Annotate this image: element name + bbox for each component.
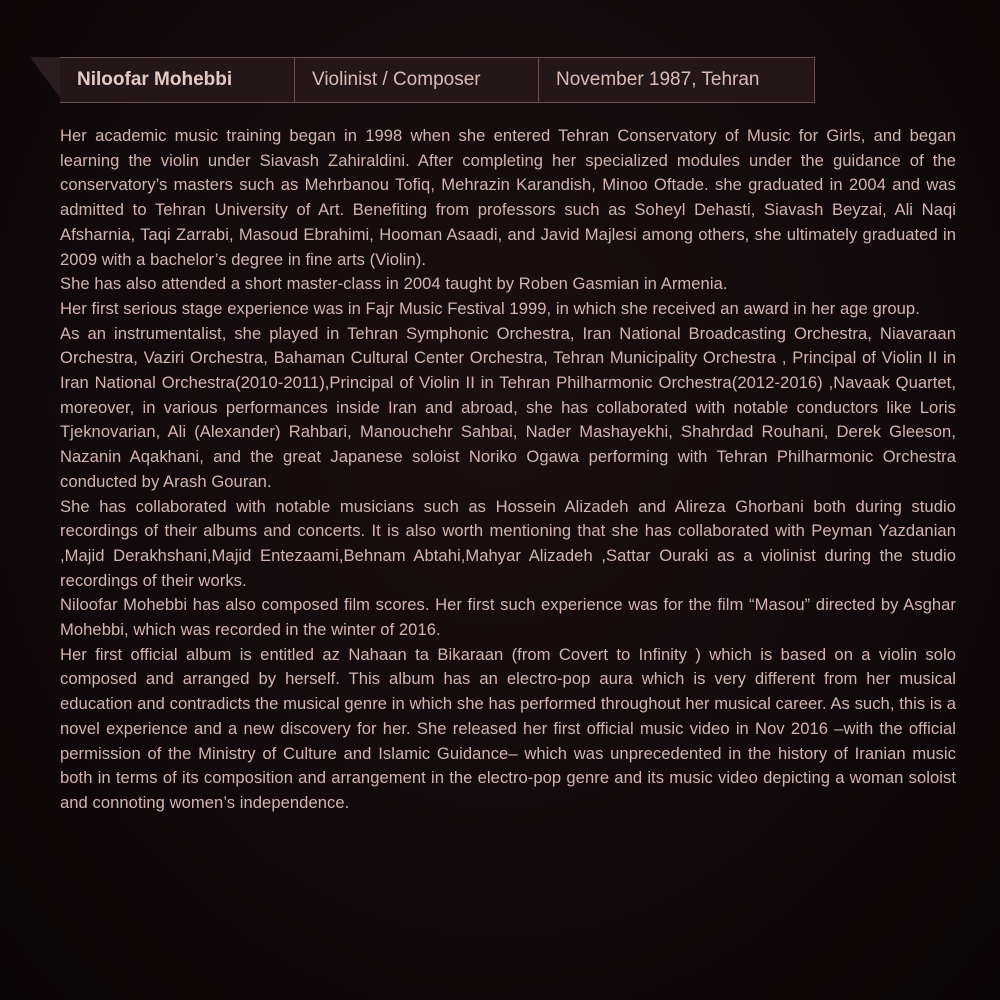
biography-paragraph: She has also attended a short master-class in 2004 taught by Roben Gasmian in Armenia. xyxy=(60,274,728,294)
artist-name: Niloofar Mohebbi xyxy=(77,69,233,90)
biography-paragraph: She has collaborated with notable musicians such as Hossein Alizadeh and Alireza Ghorbani both during studio recordings of their albums and concerts. It is also worth mentioning that she has collaborated with Peyman Yazdanian ,Majid Derakhshani,Majid Entezaami,Behnam Abtahi,Mahyar Alizadeh ,Sattar Ouraki as a violinist during the studio recordings of their works. xyxy=(60,496,956,590)
header-bar xyxy=(30,57,785,103)
biography-paragraph: Her first official album is entitled az Nahaan ta Bikaraan (from Covert to Infinity ) which is based on a violin solo composed and arranged by herself. This album has an electro-pop aura which is very different from her musical education and contradicts the musical genre in which she has performed throughout her musical career. As such, this is a novel experience and a new discovery for her. She released her first official music video in Nov 2016 –with the official permission of the Ministry of Culture and Islamic Guidance– which was unprecedented in the history of Iranian music both in terms of its composition and arrangement in the electro-pop genre and its music video depicting a woman soloist and connoting women’s independence. xyxy=(60,644,956,812)
artist-role: Violinist / Composer xyxy=(294,58,538,102)
biography-paragraph: Her academic music training began in 1998 when she entered Tehran Conservatory of Music for Girls, and began learning the violin under Siavash Zahiraldini. After completing her specialized modules under the guidance of the conservatory’s masters such as Mehrbanou Tofiq, Mehrazin Karandish, Minoo Oftade. she graduated in 2004 and was admitted to Tehran University of Art. Benefiting from professors such as Soheyl Dehasti, Siavash Beyzai, Ali Naqi Afsharnia, Taqi Zarrabi, Masoud Ebrahimi, Hooman Asaadi, and Javid Majlesi among others, she ultimately graduated in 2009 with a bachelor’s degree in fine arts (Violin). xyxy=(60,126,956,269)
biography-paragraph: As an instrumentalist, she played in Tehran Symphonic Orchestra, Iran National Broadcasting Orchestra, Niavaraan Orchestra, Vaziri Orchestra, Bahaman Cultural Center Orchestra, Tehran Municipality Orchestra , Principal of Violin II in Iran National Orchestra(2010-2011),Principal of Violin II in Tehran Philharmonic Orchestra(2012-2016) ,Navaak Quartet, moreover, in various performances inside Iran and abroad, she has collaborated with notable conductors like Loris Tjeknovarian, Ali (Alexander) Rahbari, Manouchehr Sahbai, Nader Mashayekhi, Shahrdad Rouhani, Derek Gleeson, Nazanin Aqakhani, and the great Japanese soloist Noriko Ogawa performing with Tehran Philharmonic Orchestra conducted by Arash Gouran. xyxy=(60,323,956,491)
header-tab-decoration xyxy=(30,57,64,103)
header-cells xyxy=(60,57,815,103)
biography-paragraph: Her first serious stage experience was in Fajr Music Festival 1999, in which she received an award in her age group. xyxy=(60,298,920,318)
biography-text xyxy=(60,124,956,816)
birth-date-place: November 1987, Tehran xyxy=(538,58,814,102)
biography-paragraph: Niloofar Mohebbi has also composed film scores. Her first such experience was for the film “Masou” directed by Asghar Mohebbi, which was recorded in the winter of 2016. xyxy=(60,595,956,640)
